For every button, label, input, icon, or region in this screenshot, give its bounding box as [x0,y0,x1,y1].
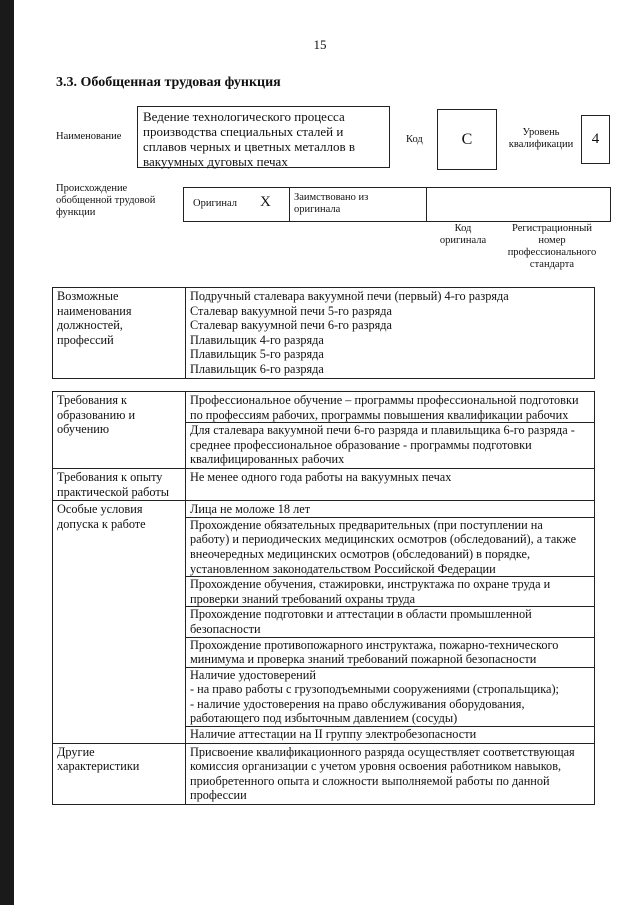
borrowed-label-line: Заимствовано из [294,192,369,203]
level-label-line: Уровень [522,127,560,138]
origin-divider [426,188,427,221]
list-item: Подручный сталевара вакуумной печи (первый) 4-го разряда [190,289,509,303]
function-name-line: вакуумных дуговых печах [143,154,288,169]
requirement-value [186,392,595,469]
requirement-line: безопасности [190,621,261,636]
requirement-label-line: Другие [57,744,95,759]
requirement-label-line: образованию и [57,407,136,422]
reg-number-line: номер [538,235,566,246]
requirements-table [52,391,595,805]
origin-label-line: Происхождение [56,183,128,194]
table-row [53,501,595,744]
requirement-label [53,501,186,744]
requirement-line: Для сталевара вакуумной печи 6-го разряда и плавильщика 6-го разряда - [186,422,594,438]
section-title: 3.3. Обобщенная трудовая функция [56,75,281,90]
positions-label-line: профессий [57,332,114,347]
requirement-line: - наличие удостоверения на право обслуживания оборудования, [190,696,525,711]
origin-divider [289,188,290,221]
requirement-line: приобретенного опыта и сложности выполняемой работы по данной [190,773,550,788]
requirement-label-line: допуска к работе [57,516,146,531]
function-name-box [137,106,390,168]
requirement-line: по профессиям рабочих, программы повышения квалификации рабочих [190,407,569,422]
origin-table [183,187,611,222]
list-item: Плавильщик 4-го разряда [190,332,324,347]
function-name-line: сплавов черных и цветных металлов в [143,139,356,154]
requirement-line: Лица не моложе 18 лет [190,502,311,517]
requirement-line: профессии [190,788,247,803]
positions-table [52,287,595,379]
list-item: Сталевар вакуумной печи 5-го разряда [190,303,393,318]
positions-label-line: Возможные [57,289,119,303]
origin-label-line: функции [56,207,96,218]
requirement-label-line: Особые условия [57,502,143,517]
requirement-line: работающего под избыточным давлением (сосуды) [190,711,458,726]
code-original-line: оригинала [439,235,487,246]
reg-number-caption [500,223,604,271]
requirement-line: Профессиональное обучение – программы профессиональной подготовки [190,393,579,407]
code-label: Код [406,134,423,145]
code-value: C [461,130,473,148]
requirement-line: Не менее одного года работы на вакуумных печах [190,469,452,484]
scan-edge [0,0,14,905]
borrowed-label-line: оригинала [294,204,341,215]
list-item: Сталевар вакуумной печи 6-го разряда [190,318,393,333]
requirement-label [53,468,186,500]
requirement-line: Прохождение обучения, стажировки, инструктажа по охране труда и [186,576,594,592]
code-original-caption [428,223,498,247]
requirement-value [186,468,595,500]
code-original-line: Код [454,223,472,234]
name-label: Наименование [56,131,122,142]
requirement-line: Наличие аттестации на II группу электробезопасности [186,726,594,742]
table-row [53,743,595,804]
page-number: 15 [313,37,327,52]
requirement-line: квалифицированных рабочих [190,452,345,467]
borrowed-label [294,192,368,216]
requirement-value [186,501,595,744]
requirement-line: Прохождение обязательных предварительных (при поступлении на [186,517,594,533]
level-value: 4 [591,131,600,147]
requirement-label-line: обучению [57,422,110,437]
level-label-line: квалификации [508,139,574,150]
requirement-line: Наличие удостоверений [186,667,594,683]
positions-label-line: наименования [57,303,132,318]
positions-label-line: должностей, [57,318,123,333]
origin-label-line: обобщенной трудовой [56,195,156,206]
level-value-box [581,115,610,164]
requirement-line: установленном законодательством Российской Федерации [190,561,496,576]
requirement-label-line: практической работы [57,484,169,499]
requirement-line: Присвоение квалификационного разряда осуществляет соответствующая [190,744,575,759]
function-name-line: Ведение технологического процесса [143,109,345,124]
requirement-line: комиссия организации с учетом уровня освоения работником навыков, [190,759,562,774]
function-name-line: производства специальных сталей и [143,124,344,139]
list-item: Плавильщик 6-го разряда [190,361,324,376]
reg-number-line: профессионального [507,247,597,258]
requirement-line: проверки знаний требований охраны труда [190,591,416,606]
requirement-label-line: Требования к опыту [57,469,163,484]
requirement-label-line: характеристики [57,759,140,774]
origin-label [56,183,155,219]
positions-list [186,288,595,379]
table-row [53,392,595,469]
requirement-line: работу) и периодических медицинских осмотров (обследований), а также [190,532,577,547]
requirement-line: минимума и проверка знаний требований пожарной безопасности [190,652,537,667]
reg-number-line: Регистрационный [512,223,592,234]
original-mark: X [260,194,271,210]
list-item: Плавильщик 5-го разряда [190,347,324,362]
requirement-line: Прохождение подготовки и аттестации в области промышленной [186,606,594,622]
requirement-label-line: Требования к [57,393,128,407]
requirement-value [186,743,595,804]
requirement-line: - на право работы с грузоподъемными сооружениями (стропальщика); [190,682,559,697]
level-label [506,127,576,151]
original-label: Оригинал [193,198,237,209]
table-row [53,468,595,500]
reg-number-line: стандарта [529,259,575,270]
requirement-label [53,392,186,469]
requirement-line: Прохождение противопожарного инструктажа, пожарно-технического [186,637,594,653]
requirement-line: внеочередных медицинских осмотров (обследований) в порядке, [190,546,531,561]
positions-label [53,288,186,379]
requirement-label [53,743,186,804]
code-value-box [437,109,497,170]
table-row [53,288,595,379]
requirement-line: среднее профессиональное образование - программы подготовки [190,437,532,452]
